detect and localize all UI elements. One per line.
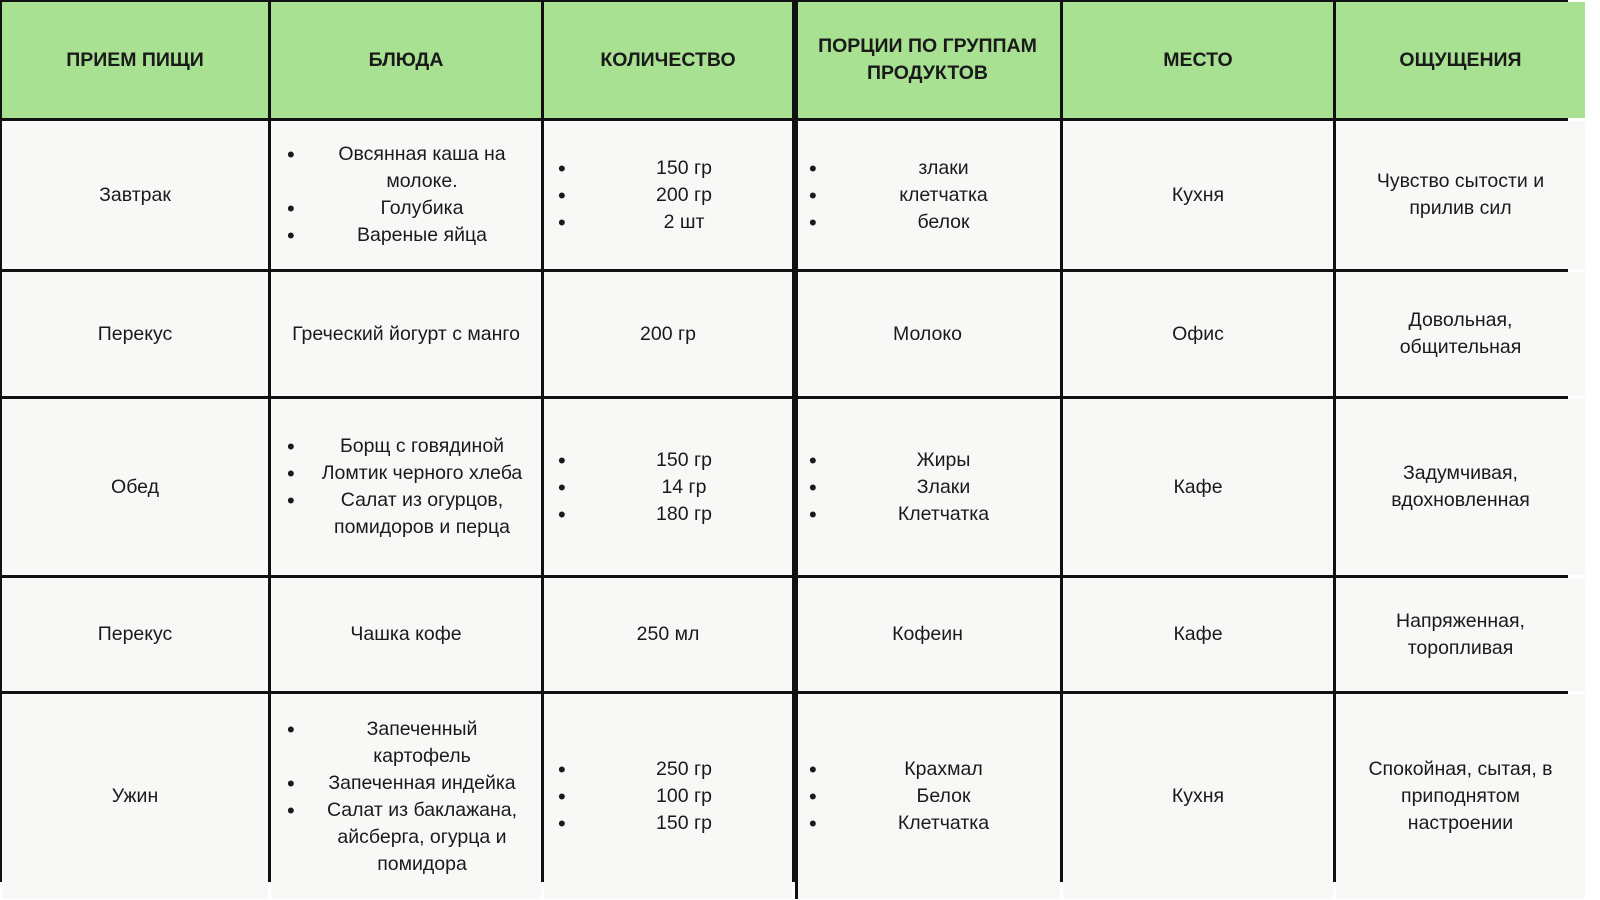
list-item: • белок [809, 209, 1046, 236]
place-cell: Кухня [1063, 694, 1333, 899]
groups-cell [795, 694, 1060, 899]
quantity-cell [544, 694, 792, 899]
feelings-cell: Довольная, общительная [1336, 272, 1585, 396]
dishes-cell: Греческий йогурт с манго [271, 272, 541, 396]
dishes-cell [271, 694, 541, 899]
feelings-cell: Спокойная, сытая, в приподнятом настроении [1336, 694, 1585, 899]
list-item: • Борщ с говядиной [285, 433, 527, 460]
list-item: • Салат из баклажана, айсберга, огурца и помидора [285, 797, 527, 878]
quantity-cell [544, 121, 792, 269]
list-item: • Запеченный картофель [285, 716, 527, 770]
meal-cell: Перекус [2, 578, 268, 691]
feelings-cell: Чувство сытости и прилив сил [1336, 121, 1585, 269]
dishes-list [285, 433, 527, 541]
place-cell: Офис [1063, 272, 1333, 396]
list-item: • Голубика [285, 195, 527, 222]
list-item: • Клетчатка [809, 810, 1046, 837]
quantity-list [558, 155, 778, 236]
place-cell: Кухня [1063, 121, 1333, 269]
meal-cell: Перекус [2, 272, 268, 396]
list-item: • Злаки [809, 474, 1046, 501]
quantity-cell: 200 гр [544, 272, 792, 396]
list-item: • 14 гр [558, 474, 778, 501]
dishes-cell: Чашка кофе [271, 578, 541, 691]
list-item: • Белок [809, 783, 1046, 810]
groups-cell: Молоко [795, 272, 1060, 396]
list-item: • 100 гр [558, 783, 778, 810]
quantity-cell [544, 399, 792, 575]
header-quantity: КОЛИЧЕСТВО [544, 2, 792, 118]
header-dishes: БЛЮДА [271, 2, 541, 118]
meal-cell: Ужин [2, 694, 268, 899]
list-item: • 150 гр [558, 447, 778, 474]
feelings-cell: Задумчивая, вдохновленная [1336, 399, 1585, 575]
list-item: • Запеченная индейка [285, 770, 527, 797]
list-item: • Овсянная каша на молоке. [285, 141, 527, 195]
quantity-list [558, 756, 778, 837]
header-feelings: ОЩУЩЕНИЯ [1336, 2, 1585, 118]
groups-list [809, 756, 1046, 837]
dishes-cell [271, 399, 541, 575]
list-item: • Ломтик черного хлеба [285, 460, 527, 487]
list-item: • 250 гр [558, 756, 778, 783]
dishes-list [285, 141, 527, 249]
groups-cell [795, 399, 1060, 575]
header-food-groups: ПОРЦИИ ПО ГРУППАМ ПРОДУКТОВ [795, 2, 1060, 118]
dishes-cell [271, 121, 541, 269]
quantity-cell: 250 мл [544, 578, 792, 691]
groups-list [809, 447, 1046, 528]
list-item: • Крахмал [809, 756, 1046, 783]
list-item: • клетчатка [809, 182, 1046, 209]
list-item: • 180 гр [558, 501, 778, 528]
meal-cell: Обед [2, 399, 268, 575]
quantity-list [558, 447, 778, 528]
groups-cell [795, 121, 1060, 269]
list-item: • 150 гр [558, 155, 778, 182]
header-meal: ПРИЕМ ПИЩИ [2, 2, 268, 118]
dishes-list [285, 716, 527, 878]
list-item: • Вареные яйца [285, 222, 527, 249]
list-item: • 2 шт [558, 209, 778, 236]
groups-list [809, 155, 1046, 236]
place-cell: Кафе [1063, 399, 1333, 575]
list-item: • Жиры [809, 447, 1046, 474]
feelings-cell: Напряженная, торопливая [1336, 578, 1585, 691]
list-item: • Салат из огурцов, помидоров и перца [285, 487, 527, 541]
list-item: • Клетчатка [809, 501, 1046, 528]
place-cell: Кафе [1063, 578, 1333, 691]
meal-cell: Завтрак [2, 121, 268, 269]
list-item: • 150 гр [558, 810, 778, 837]
header-place: МЕСТО [1063, 2, 1333, 118]
groups-cell: Кофеин [795, 578, 1060, 691]
list-item: • 200 гр [558, 182, 778, 209]
list-item: • злаки [809, 155, 1046, 182]
